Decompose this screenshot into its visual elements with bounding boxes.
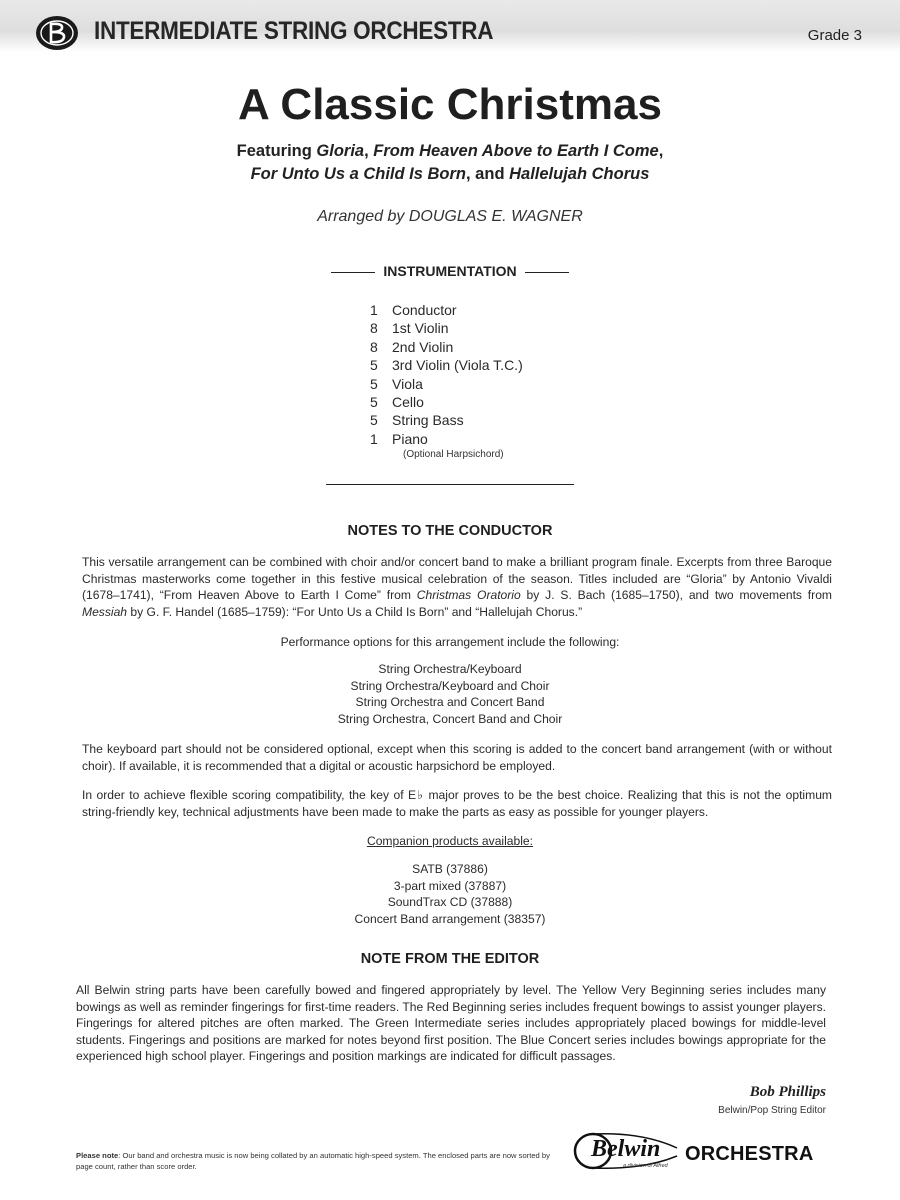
instrument-row: 5 3rd Violin (Viola T.C.)	[370, 357, 523, 374]
instrument-row: 5 String Bass	[370, 412, 464, 429]
companion-product: SATB (37886)	[412, 862, 488, 876]
instrument-row: 8 1st Violin	[370, 320, 449, 337]
collation-note: Please note: Our band and orchestra music is now being collated by an automatic high-speed system. The enclosed parts are now sorted by page count, rather than score order.	[76, 1151, 550, 1171]
note-from-editor-heading: NOTE FROM THE EDITOR	[360, 951, 540, 967]
piece-title: A Classic Christmas	[238, 80, 662, 129]
belwin-orchestra-logo	[573, 1130, 833, 1174]
instrument-row: 1 Piano	[370, 430, 428, 447]
instrument-row: 5 Cello	[370, 393, 424, 410]
featured-piece-hallelujah: Hallelujah Chorus	[509, 165, 650, 183]
companion-product: Concert Band arrangement (38357)	[354, 911, 546, 926]
performance-option: String Orchestra and Concert Band	[355, 695, 545, 710]
instrument-row: 8 2nd Violin	[370, 338, 454, 355]
heading-rule-right	[525, 272, 569, 273]
featured-piece-from-heaven: From Heaven Above to Earth I Come	[373, 142, 659, 160]
notes-paragraph-key: In order to achieve flexible scoring compatibility, the key of E♭ major proves to be the best choice. Realizing that this is not the optimum string-friendly key, technical adjustments have been made to make the parts as easy as possible for younger players.	[82, 788, 832, 819]
performance-options-intro: Performance options for this arrangement include the following:	[280, 635, 620, 649]
belwin-b-logo-icon	[34, 12, 80, 54]
belwin-division-note: a division of Alfred	[623, 1163, 668, 1169]
companion-product: SoundTrax CD (37888)	[387, 895, 513, 910]
notes-to-conductor-heading: NOTES TO THE CONDUCTOR	[347, 523, 553, 539]
performance-option: String Orchestra/Keyboard	[378, 662, 522, 676]
heading-rule-left	[331, 272, 375, 273]
orchestra-wordmark: ORCHESTRA	[685, 1143, 814, 1165]
editor-signature: Bob Phillips	[749, 1084, 826, 1100]
instrument-row: 1 Conductor	[370, 302, 457, 318]
notes-paragraph-keyboard: The keyboard part should not be considered optional, except when this scoring is added to the concert band arrangement (with or without choir). If available, it is recommended that a digital or acoustic harpsichord be employed.	[82, 742, 832, 773]
instrumentation-divider	[326, 484, 574, 485]
featured-piece-for-unto-us: For Unto Us a Child Is Born	[250, 165, 467, 183]
editor-title: Belwin/Pop String Editor	[718, 1105, 826, 1116]
editor-paragraph: All Belwin string parts have been carefully bowed and fingered appropriately by level. The Yellow Very Beginning series includes many bowings as well as reminder fingerings for first-time readers. The Red Beginning series includes frequent bowings to assist younger players. Fingerings for altered pitches are often marked. The Green Intermediate series includes appropriately placed bowings for middle-level students. Fingerings and positions are marked for notes beyond first position. The Blue Concert series includes bowings appropriate for the experienced high school player. Fingerings and position markings are indicated for difficult passages.	[76, 983, 826, 1064]
performance-option: String Orchestra/Keyboard and Choir	[350, 678, 550, 693]
belwin-wordmark: Belwin	[591, 1136, 661, 1162]
instrument-row: 5 Viola	[370, 375, 423, 392]
grade-label: Grade 3	[807, 27, 862, 44]
instrumentation-heading: INSTRUMENTATION	[0, 263, 900, 279]
performance-options-list	[0, 661, 900, 727]
companion-products-heading: Companion products available:	[366, 834, 534, 848]
instrumentation-list	[370, 301, 610, 462]
companion-product: 3-part mixed (37887)	[393, 878, 507, 893]
featuring-subtitle: Featuring Gloria, From Heaven Above to Earth I Come, For Unto Us a Child Is Born, and Hallelujah Chorus	[236, 142, 664, 183]
featured-piece-gloria: Gloria	[316, 142, 365, 160]
companion-products-list	[0, 861, 900, 927]
arranger-credit: Arranged by DOUGLAS E. WAGNER	[317, 208, 583, 225]
notes-paragraph-intro: This versatile arrangement can be combined with choir and/or concert band to make a brilliant program finale. Excerpts from three Baroque Christmas masterworks come together in this festive musical celebration of the season. Titles included are “Gloria” by Antonio Vivaldi (1678–1741), “From Heaven Above to Earth I Come” from Christmas Oratorio by J. S. Bach (1685–1750), and two movements from Messiah by G. F. Handel (1685–1759): “For Unto Us a Child Is Born” and “Hallelujah Chorus.”	[82, 555, 832, 619]
series-title: INTERMEDIATE STRING ORCHESTRA	[94, 17, 494, 45]
piano-optional-note: (Optional Harpsichord)	[403, 449, 504, 461]
performance-option: String Orchestra, Concert Band and Choir	[337, 711, 563, 726]
